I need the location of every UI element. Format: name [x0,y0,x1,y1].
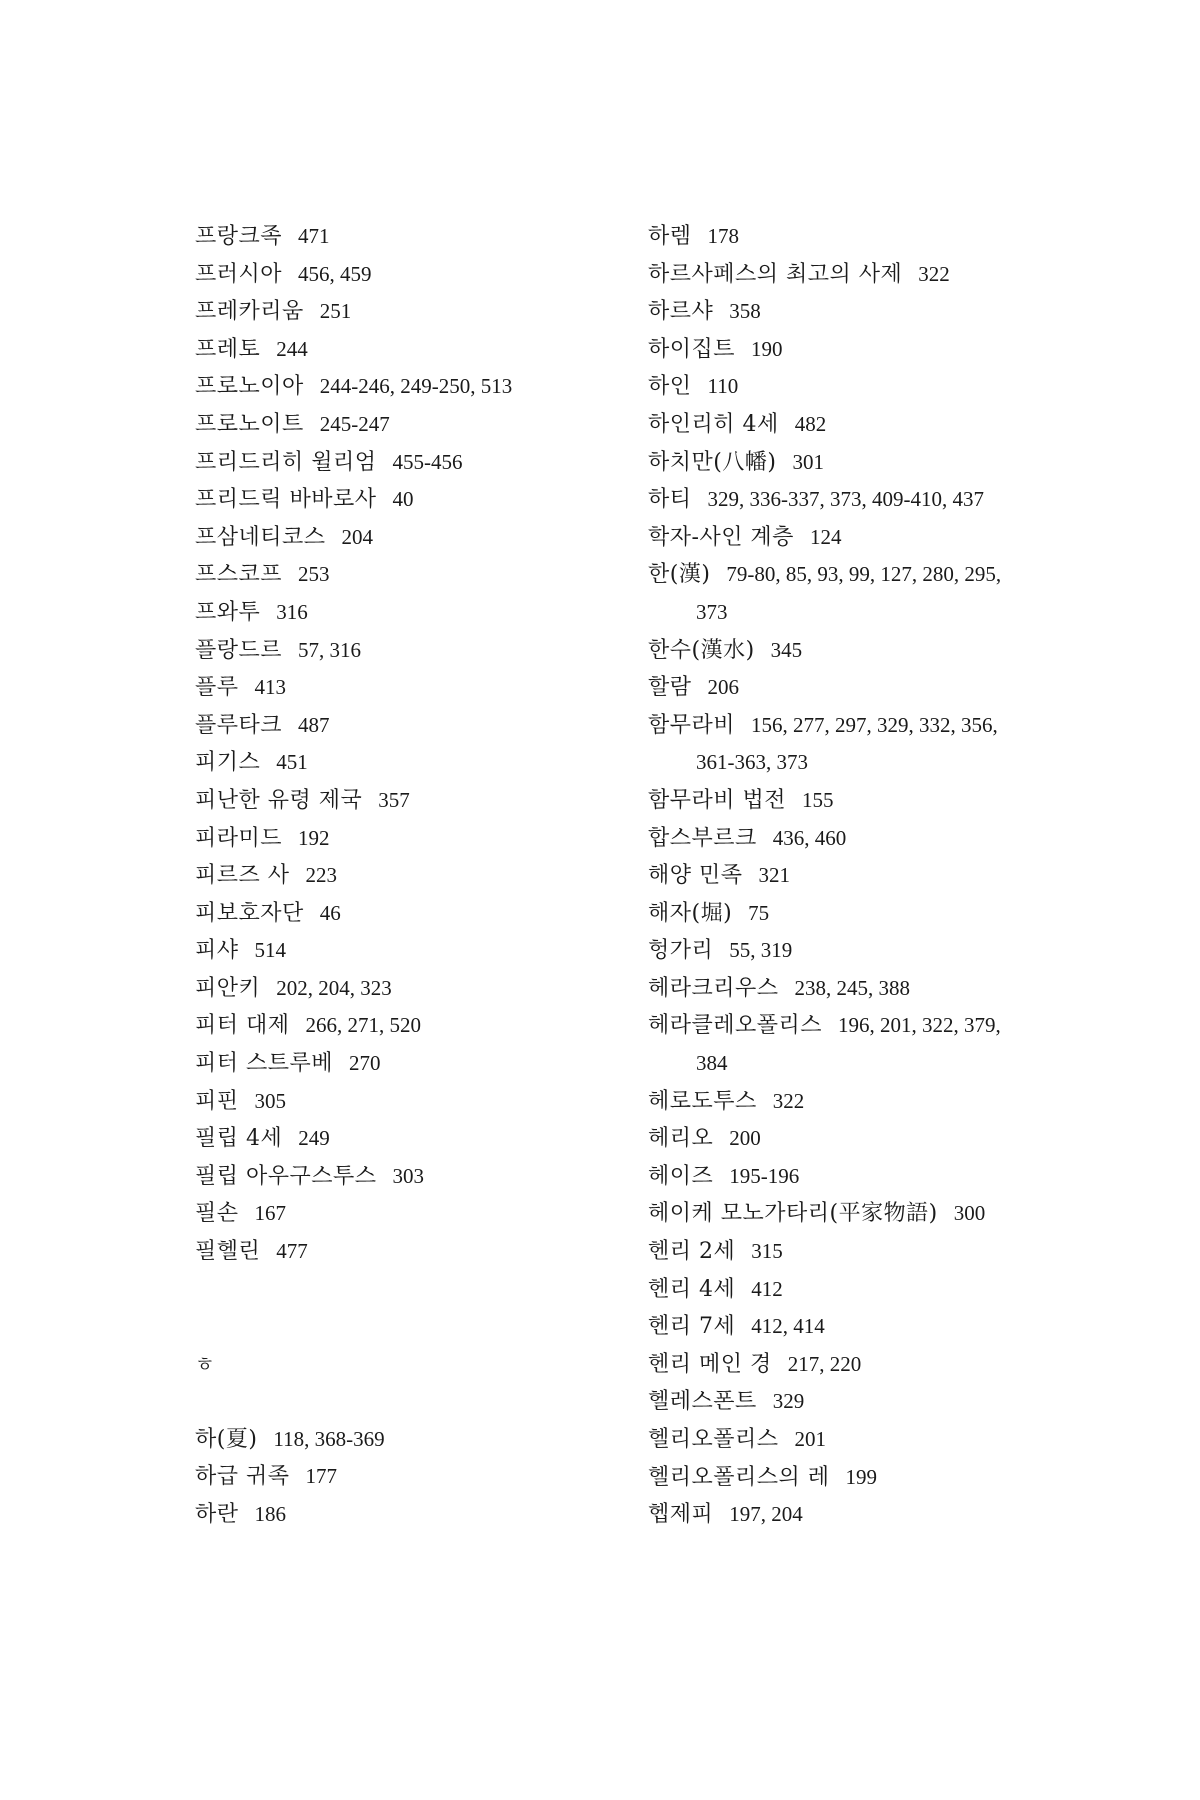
index-term: 하르샤 [648,299,714,325]
index-entry [195,744,655,782]
index-pages: 110 [707,374,739,399]
index-term: 프랑크족 [195,224,283,249]
index-pages: 322 [918,261,950,286]
index-pages: 322 [772,1088,805,1113]
index-pages: 156, 277, 297, 329, 332, 356, [751,712,998,737]
index-term: 프스코프 [195,562,283,588]
index-entry [648,1308,1118,1346]
index-pages: 201 [794,1427,827,1451]
index-term: 하치만(八幡) [648,449,777,475]
index-term: 피샤 [195,938,239,964]
index-pages-continued: 373 [696,599,728,624]
index-term: 프리드릭 바바로사 [195,487,377,513]
index-pages: 413 [254,675,287,700]
index-entry [195,707,655,745]
index-term: 필헬린 [195,1239,261,1265]
index-entry [195,857,655,895]
index-pages: 487 [298,712,330,737]
index-entry [195,782,655,820]
index-entry [648,932,1118,970]
index-entry [195,218,655,256]
index-entry [648,519,1118,557]
index-pages: 321 [758,863,791,888]
index-term: 프리드리히 윌리엄 [195,449,377,475]
index-entry [648,895,1118,933]
index-entry [195,1045,655,1083]
index-pages-continued: 361-363, 373 [696,750,808,775]
index-entry [195,1158,655,1196]
index-term: 헨리 7세 [648,1314,736,1340]
index-term: 피기스 [195,750,261,776]
index-pages: 55, 319 [729,938,793,963]
index-entry [195,1083,655,1121]
index-term: 한수(漢水) [648,637,755,663]
index-entry [648,1083,1118,1121]
index-term: 헤로도투스 [648,1088,757,1114]
index-term: 하인리히 4세 [648,411,779,437]
index-term: 학자-사인 계층 [648,524,794,550]
index-term: 하(夏) [195,1426,258,1452]
index-entry [648,1233,1118,1271]
index-entry [648,1120,1118,1158]
index-entry [195,1007,655,1045]
index-term: 프레토 [195,336,261,362]
index-pages: 186 [254,1502,287,1526]
index-term: 헝가리 [648,938,714,964]
index-entry [648,669,1118,707]
index-pages: 244 [276,336,308,361]
index-term: 하렘 [648,224,692,249]
index-entry [648,406,1118,444]
index-term: 프와투 [195,599,261,625]
index-pages: 223 [305,863,338,888]
index-term: 헤라클레오폴리스 [648,1013,823,1039]
section-heading: ㅎ [195,1351,215,1376]
index-pages: 345 [770,637,803,662]
index-term: 피난한 유령 제국 [195,787,363,813]
index-entry [195,256,655,294]
index-entry [648,857,1118,895]
index-term: 하란 [195,1502,239,1527]
index-entry [195,293,655,331]
index-pages: 167 [254,1201,287,1226]
index-pages: 455-456 [392,449,463,474]
index-term: 헤리오 [648,1126,714,1152]
index-term: 하티 [648,487,692,513]
index-entry [648,707,1118,782]
index-pages: 477 [276,1239,308,1264]
index-term: 프로노이아 [195,374,304,400]
index-pages: 251 [319,299,352,324]
index-pages: 40 [392,487,414,512]
index-entry [648,782,1118,820]
index-term: 프삼네티코스 [195,524,326,550]
index-column-right [648,218,1118,1534]
index-term: 플랑드르 [195,637,283,663]
index-pages: 305 [254,1088,287,1113]
index-pages: 245-247 [319,411,390,436]
index-pages: 456, 459 [298,261,372,286]
index-term: 헨리 4세 [648,1276,736,1302]
index-term: 프로노이트 [195,411,304,437]
index-entry [648,1459,1118,1497]
index-pages: 249 [298,1126,330,1151]
index-term: 필손 [195,1201,239,1227]
index-pages: 118, 368-369 [273,1426,385,1451]
index-term: 피핀 [195,1088,239,1114]
index-pages: 200 [729,1126,761,1151]
index-entry [648,444,1118,482]
index-pages: 192 [298,825,330,850]
index-pages: 204 [341,524,374,549]
index-entry [648,970,1118,1008]
index-term: 합스부르크 [648,825,757,851]
index-term: 필립 4세 [195,1126,283,1152]
index-entry [195,1496,655,1534]
index-pages: 412 [751,1276,783,1301]
index-term: 하르사페스의 최고의 사제 [648,261,903,287]
index-term: 헤이즈 [648,1163,714,1189]
index-term: 헤라크리우스 [648,975,779,1001]
index-pages: 124 [809,524,842,549]
index-pages: 57, 316 [298,637,362,662]
index-term: 필립 아우구스투스 [195,1163,377,1189]
index-entry [648,1496,1118,1534]
index-pages-continued: 384 [696,1051,728,1076]
index-entry [195,895,655,933]
index-entry [195,820,655,858]
index-term: 하급 귀족 [195,1464,290,1490]
index-entry [648,331,1118,369]
index-term: 하인 [648,374,692,400]
index-entry [648,1271,1118,1309]
index-term: 플루 [195,675,239,701]
index-pages: 514 [254,938,287,963]
index-pages: 329, 336-337, 373, 409-410, 437 [707,487,985,512]
index-entry [648,1421,1118,1459]
index-term: 피라미드 [195,825,283,851]
index-pages: 75 [748,900,770,925]
index-entry [195,594,655,632]
index-entry [648,1383,1118,1421]
index-term: 헬리오폴리스의 레 [648,1464,830,1490]
index-pages: 482 [794,411,827,436]
index-pages: 471 [298,224,330,248]
index-pages: 178 [707,224,740,248]
index-pages: 190 [751,336,783,361]
index-pages: 436, 460 [772,825,847,850]
index-entry [648,820,1118,858]
index-entry [195,970,655,1008]
index-pages: 412, 414 [751,1314,825,1339]
index-pages: 300 [953,1201,986,1226]
index-pages: 358 [729,299,761,324]
index-term: 함무라비 [648,712,736,738]
index-entry [648,1007,1118,1082]
index-pages: 316 [276,599,308,624]
index-entry [648,481,1118,519]
index-entry [195,1195,655,1233]
index-pages: 79-80, 85, 93, 99, 127, 280, 295, [726,562,1002,587]
index-term: 프레카리움 [195,299,304,325]
index-pages: 244-246, 249-250, 513 [319,374,513,399]
index-entry [648,556,1118,631]
index-pages: 155 [802,787,834,812]
index-pages: 266, 271, 520 [305,1013,422,1038]
index-term: 플루타크 [195,712,283,738]
index-entry [648,256,1118,294]
index-pages: 270 [349,1051,381,1076]
index-entry [195,519,655,557]
index-term: 함무라비 법전 [648,787,787,813]
index-term: 해자(堀) [648,900,733,926]
index-term: 피르즈 사 [195,863,290,889]
index-entry [195,932,655,970]
index-entry [195,669,655,707]
index-entry [648,1195,1118,1233]
index-entry [195,481,655,519]
index-pages: 197, 204 [729,1502,803,1527]
index-entry [648,218,1118,256]
index-term: 하이집트 [648,336,736,362]
index-entry [195,632,655,670]
index-pages: 303 [392,1163,425,1188]
index-entry [195,1421,655,1459]
index-pages: 315 [751,1239,783,1264]
index-entry [195,444,655,482]
section-gap [195,1383,655,1421]
index-entry [195,368,655,406]
index-entry [648,1158,1118,1196]
index-entry [195,1233,655,1271]
index-pages: 206 [707,675,740,700]
index-pages: 46 [319,900,341,925]
index-term: 한(漢) [648,562,711,588]
index-pages: 301 [792,449,824,474]
index-term: 피터 대제 [195,1013,290,1039]
index-pages: 329 [772,1389,805,1414]
index-term: 헨리 2세 [648,1239,736,1265]
index-entry [648,1346,1118,1384]
index-term: 피안키 [195,975,261,1001]
index-entry [195,556,655,594]
index-pages: 196, 201, 322, 379, [838,1013,1001,1038]
index-term: 피터 스트루베 [195,1051,334,1077]
index-entry [195,1458,655,1496]
index-entry [195,1120,655,1158]
index-pages: 253 [298,562,330,587]
index-pages: 202, 204, 323 [276,975,392,1000]
index-entry [648,368,1118,406]
index-pages: 217, 220 [787,1351,862,1376]
index-pages: 199 [845,1464,878,1489]
index-pages: 451 [276,750,308,775]
index-entry [648,293,1118,331]
section-gap [195,1271,655,1346]
index-term: 헨리 메인 경 [648,1351,772,1377]
index-term: 할람 [648,675,692,701]
index-pages: 357 [378,787,410,812]
index-column-left [195,218,655,1534]
index-entry [195,406,655,444]
index-entry [648,632,1118,670]
index-pages: 177 [305,1464,338,1489]
index-term: 헬리오폴리스 [648,1427,779,1452]
index-term: 프러시아 [195,261,283,287]
index-pages: 238, 245, 388 [794,975,911,1000]
index-term: 헵제피 [648,1502,714,1528]
index-term: 해양 민족 [648,863,743,889]
index-pages: 195-196 [729,1163,800,1188]
index-entry [195,331,655,369]
index-term: 피보호자단 [195,900,304,926]
index-term: 헤이케 모노가타리(平家物語) [648,1201,938,1227]
index-term: 헬레스폰트 [648,1389,757,1415]
